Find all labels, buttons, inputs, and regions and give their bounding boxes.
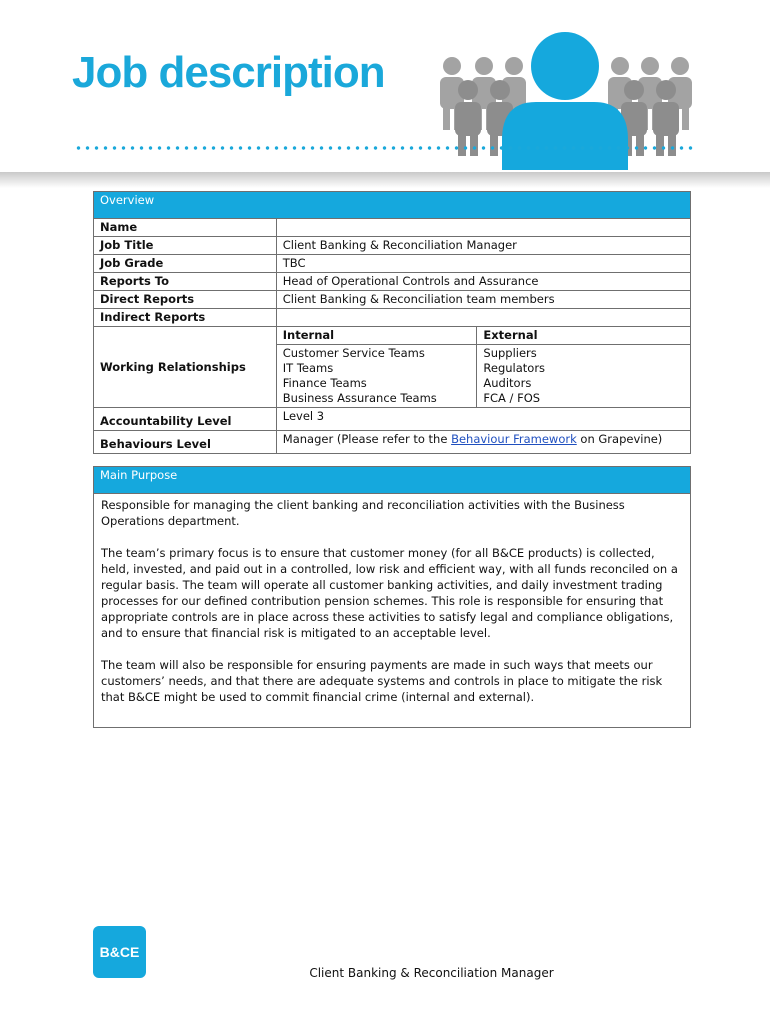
- behaviours-suffix: on Grapevine): [576, 432, 663, 446]
- list-item: Finance Teams: [282, 376, 367, 390]
- list-item: Customer Service Teams: [282, 346, 425, 360]
- behaviour-framework-link[interactable]: Behaviour Framework: [451, 432, 577, 446]
- external-list: [477, 345, 691, 408]
- footer-page-label: Client Banking & Reconciliation Manager: [309, 966, 554, 980]
- accountability-value: Level 3: [276, 408, 690, 431]
- dotted-divider: [74, 146, 694, 150]
- indirect-reports-value: [276, 309, 690, 327]
- purpose-paragraph: Responsible for managing the client banking and reconciliation activities with the Business Operations department.: [101, 498, 625, 528]
- purpose-paragraph: The team will also be responsible for ensuring payments are made in such ways that meets our customers’ needs, and that there are adequate systems and controls in place to mitigate the risk that B&CE might be used to commit financial crime (internal and external).: [101, 658, 663, 704]
- accountability-label: Accountability Level: [94, 408, 277, 431]
- internal-list: [276, 345, 477, 408]
- reports-to-value: Head of Operational Controls and Assurance: [276, 273, 690, 291]
- person-figure: [653, 80, 679, 156]
- job-grade-value: TBC: [276, 255, 690, 273]
- overview-table: [93, 191, 691, 454]
- list-item: Suppliers: [483, 346, 537, 360]
- main-purpose-table: [93, 466, 691, 728]
- direct-reports-value: Client Banking & Reconciliation team members: [276, 291, 690, 309]
- indirect-reports-label: Indirect Reports: [94, 309, 277, 327]
- purpose-paragraph: The team’s primary focus is to ensure that customer money (for all B&CE products) is collected, held, invested, and paid out in a controlled, low risk and efficient way, with all funds reconciled on a regular basis. The team will operate all customer banking activities, and daily investment trading processes for our defined contribution pension schemes. This role is responsible for ensuring that appropriate controls are in place across these activities to satisfy legal and compliance obligations, and to ensure that financial risk is mitigated to an acceptable level.: [101, 546, 678, 640]
- reports-to-label: Reports To: [94, 273, 277, 291]
- person-figure: [455, 80, 481, 156]
- job-title-value: Client Banking & Reconciliation Manager: [276, 237, 690, 255]
- overview-heading: Overview: [94, 192, 691, 219]
- main-purpose-heading: Main Purpose: [94, 467, 691, 494]
- name-value: [276, 219, 690, 237]
- internal-heading: Internal: [276, 327, 477, 345]
- list-item: Regulators: [483, 361, 546, 375]
- page-title: Job description: [72, 48, 385, 97]
- job-grade-label: Job Grade: [94, 255, 277, 273]
- working-relationships-label: Working Relationships: [94, 327, 277, 408]
- behaviours-prefix: Manager (Please refer to the: [282, 432, 452, 446]
- main-purpose-body: [94, 494, 691, 728]
- list-item: IT Teams: [282, 361, 334, 375]
- list-item: FCA / FOS: [483, 391, 541, 405]
- bce-logo: B&CE: [93, 926, 146, 978]
- behaviours-value: [276, 431, 690, 454]
- header-band: [0, 172, 770, 188]
- list-item: Business Assurance Teams: [282, 391, 437, 405]
- behaviours-label: Behaviours Level: [94, 431, 277, 454]
- direct-reports-label: Direct Reports: [94, 291, 277, 309]
- list-item: Auditors: [483, 376, 532, 390]
- external-heading: External: [477, 327, 691, 345]
- job-title-label: Job Title: [94, 237, 277, 255]
- name-label: Name: [94, 219, 277, 237]
